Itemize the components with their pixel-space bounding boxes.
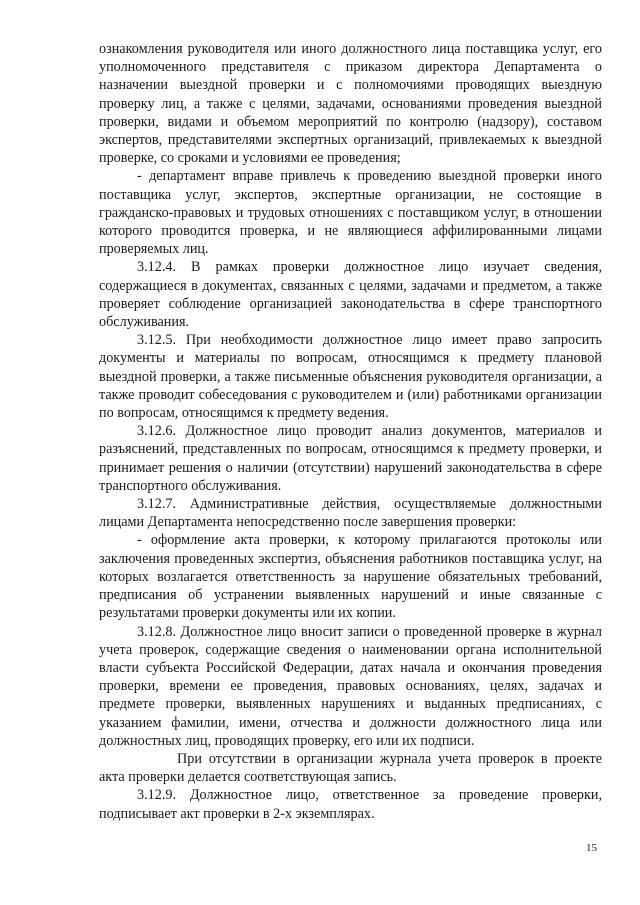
paragraph-no-journal: При отсутствии в организации журнала учета проверок в проекте акта проверки делается соответствующая запись. [99, 750, 602, 786]
paragraph-3-12-8: 3.12.8. Должностное лицо вносит записи о проведенной проверке в журнал учета проверок, содержащие сведения о наименовании органа исполнительной власти субъекта Российской Федерации, датах начала и окончания проведения проверки, времени ее проведения, правовых основаниях, целях, задачах и предмете проверки, выявленных нарушениях и выданных предписаниях, с указанием фамилии, имени, отчества и должности должностного лица или должностных лиц, проводящих проверку, его или их подписи. [99, 623, 602, 749]
paragraph-3-12-7: 3.12.7. Административные действия, осуществляемые должностными лицами Департамента непосредственно после завершения проверки: [99, 496, 602, 531]
paragraph-3-12-5: 3.12.5. При необходимости должностное лицо имеет право запросить документы и материалы по вопросам, относящимся к предмету плановой выездной проверки, а также письменные объяснения руководителя организации, а также проводит собеседования с руководителем и (или) работниками организации по вопросам, относящимся к предмету ведения. [99, 332, 602, 422]
paragraph-act-drafting: - оформление акта проверки, к которому прилагаются протоколы или заключения проведенных экспертиз, объяснения работников поставщика услуг, на которых возлагается ответственность за нарушение обязательных требований, предписания об устранении выявленных нарушений и иные связанные с результатами проверки документы или их копии. [99, 532, 602, 622]
paragraph-3-12-6: 3.12.6. Должностное лицо проводит анализ документов, материалов и разъяснений, представленных по вопросам, относящимся к предмету проверки, и принимает решения о наличии (отсутствии) нарушений законодательства в сфере транспортного обслуживания. [99, 423, 602, 494]
page-number: 15 [586, 842, 597, 854]
paragraph-3-12-9: 3.12.9. Должностное лицо, ответственное за проведение проверки, подписывает акт проверки в 2-х экземплярах. [99, 787, 602, 822]
paragraph-3-12-4: 3.12.4. В рамках проверки должностное лицо изучает сведения, содержащиеся в документах, связанных с целями, задачами и предметом, а также проверяет соблюдение организацией законодательства в сфере транспортного обслуживания. [99, 259, 602, 331]
paragraph-department-right: - департамент вправе привлечь к проведению выездной проверки иного поставщика услуг, экспертов, экспертные организации, не состоящие в гражданско-правовых и трудовых отношениях с поставщиком услуг, в отношении которого проводится проверка, и не являющиеся аффилированными лицами проверяемых лиц. [99, 168, 602, 258]
document-body [99, 40, 602, 823]
paragraph-continuation: ознакомления руководителя или иного должностного лица поставщика услуг, его уполномоченного представителя с приказом директора Департамента о назначении выездной проверки и с полномочиями проводящих выездную проверку лиц, а также с целями, задачами, основаниями проведения выездной проверки, видами и объемом мероприятий по контролю (надзору), составом экспертов, представителями экспертных организаций, привлекаемых к выездной проверке, со сроками и условиями ее проведения; [99, 41, 602, 167]
